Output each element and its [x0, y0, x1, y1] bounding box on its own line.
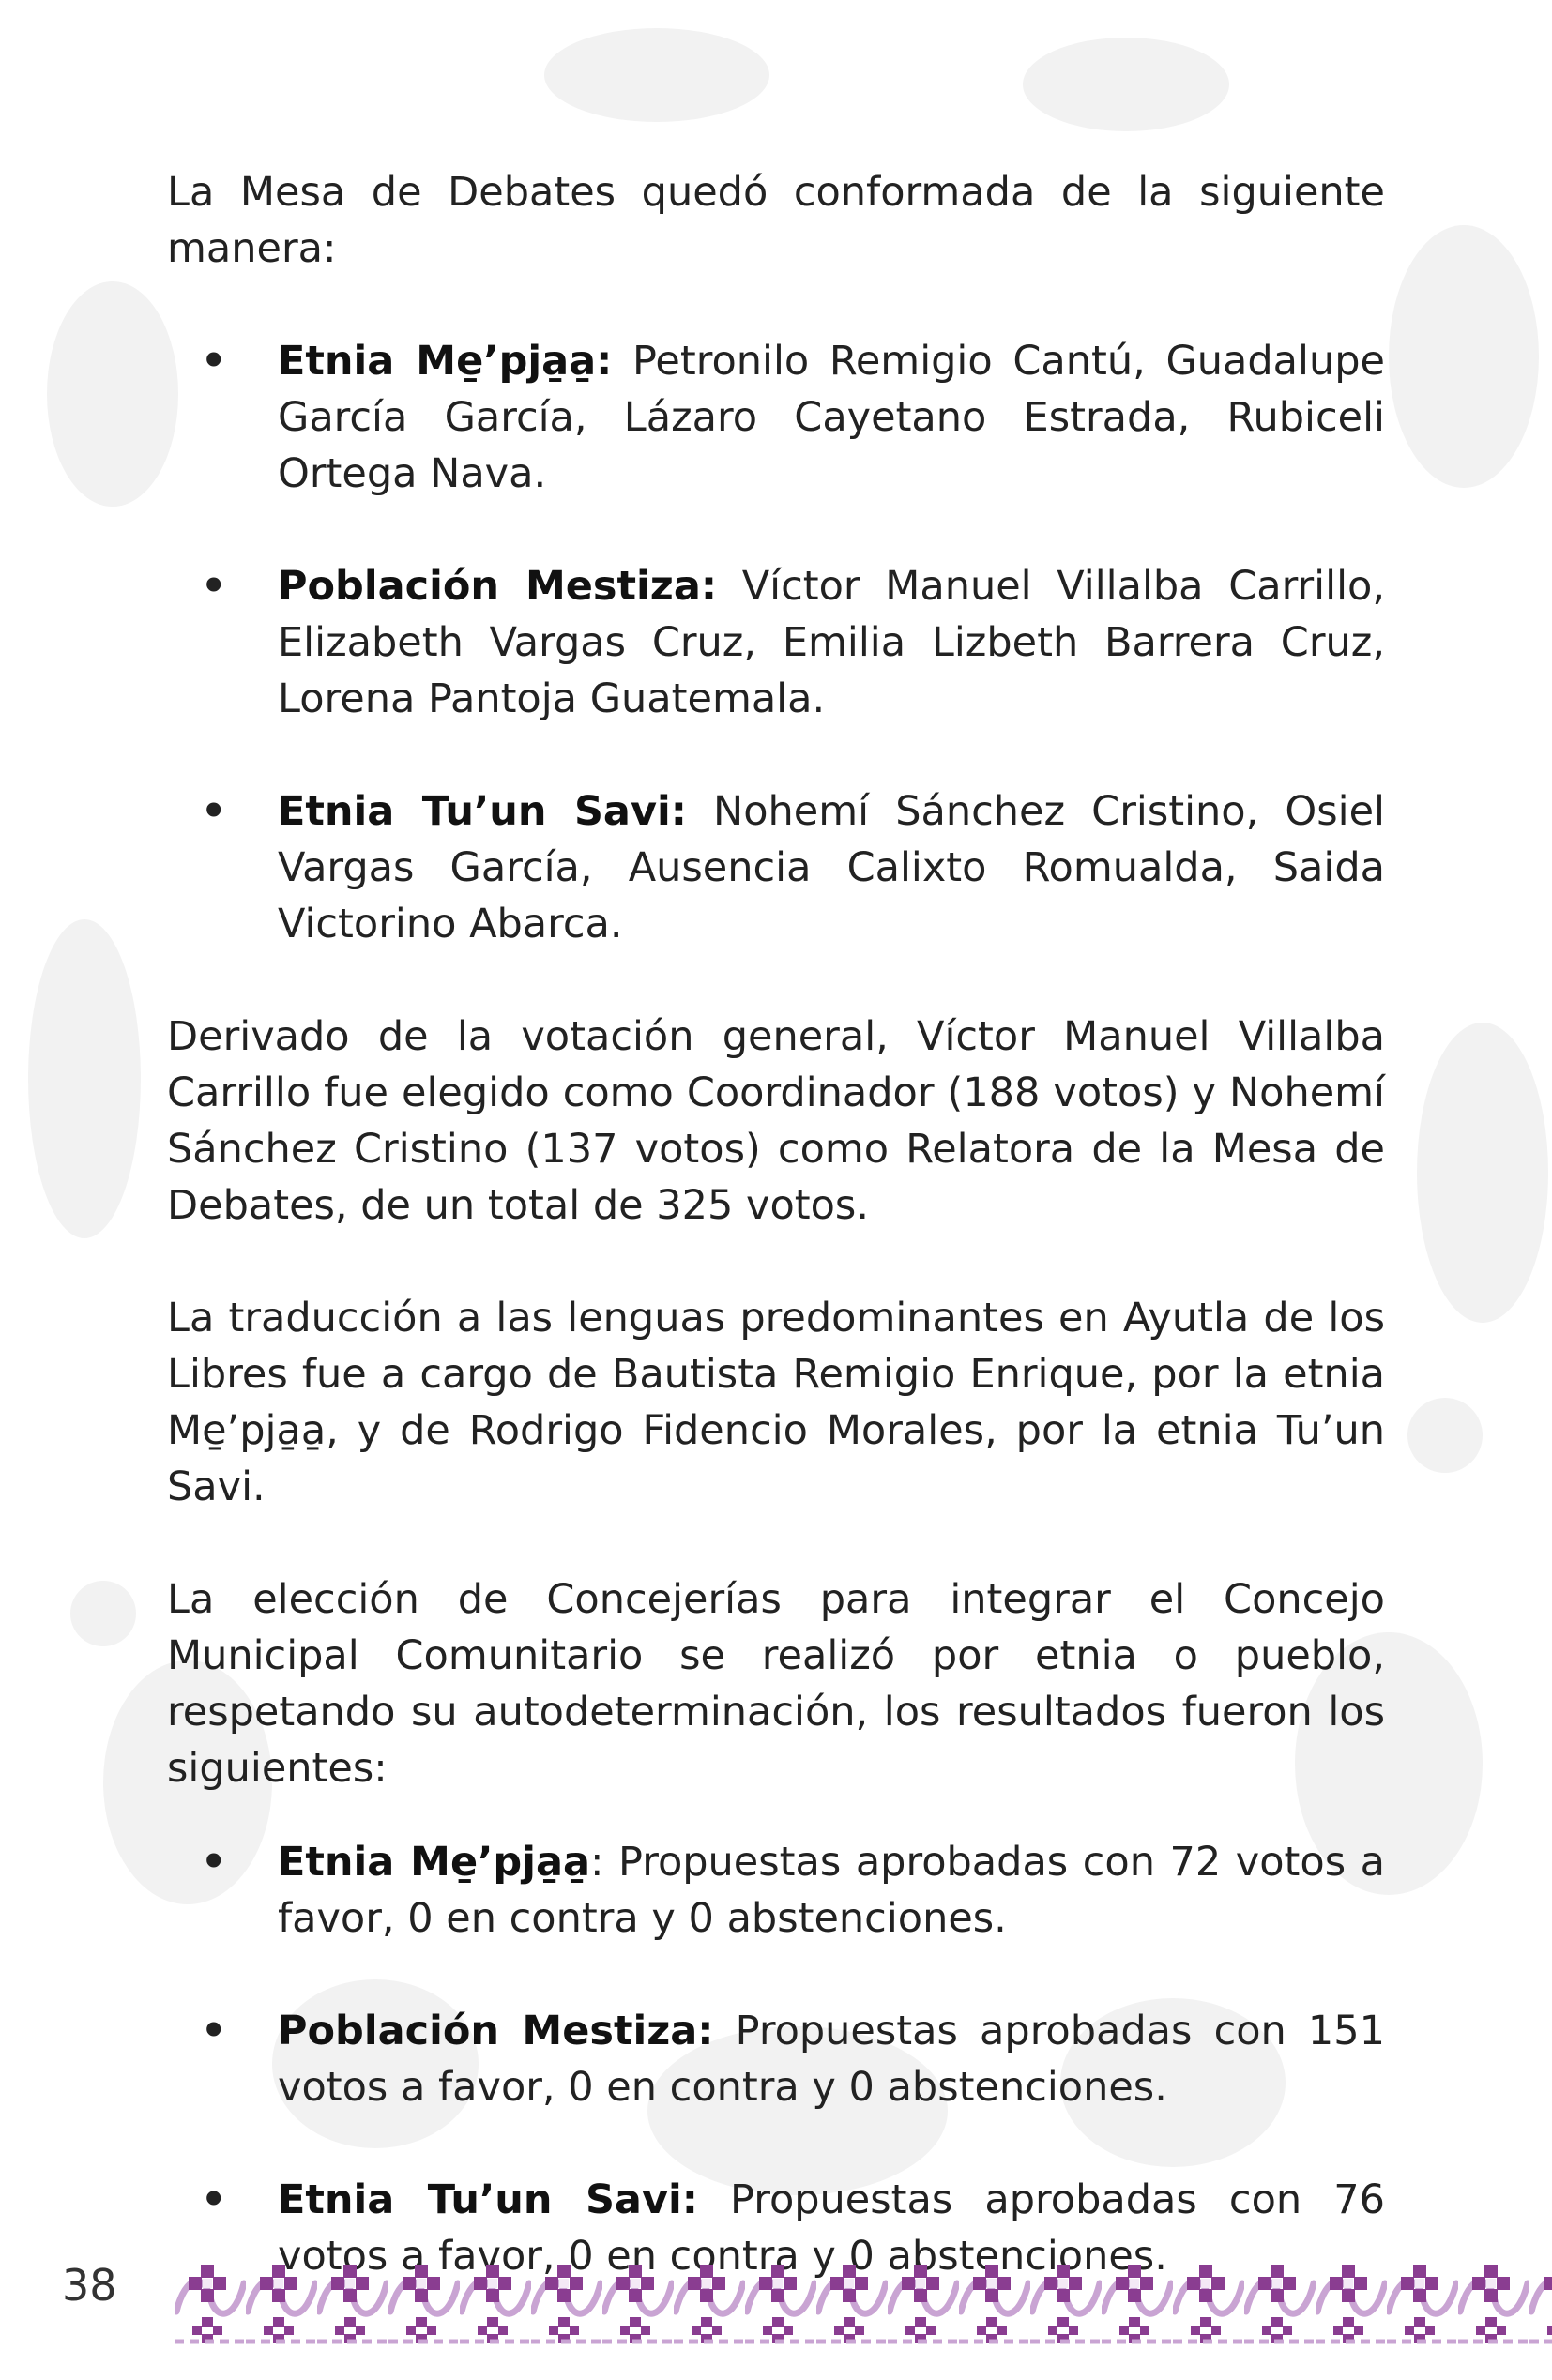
page-body — [167, 164, 1385, 2341]
result-text: Propuestas aprobadas con 151 votos a favor, 0 en contra y 0 abstenciones. — [278, 2008, 1385, 2111]
list-item — [167, 1834, 1385, 1947]
group-name: Etnia Tu’un Savi: — [278, 2176, 698, 2223]
list-item — [167, 783, 1385, 952]
group-name: Etnia Tu’un Savi: — [278, 788, 687, 835]
list-item — [167, 558, 1385, 727]
list-item — [167, 333, 1385, 502]
intro-paragraph: La Mesa de Debates quedó conformada de la siguiente manera: — [167, 169, 1385, 272]
results-list — [167, 1834, 1385, 2284]
eleccion-paragraph: La elección de Concejerías para integrar el Concejo Municipal Comunitario se realizó por etnia o pueblo, respetando su autodeterminación, los resultados fueron los siguientes: — [167, 1576, 1385, 1792]
bullet-icon: • — [201, 788, 227, 835]
traduccion-paragraph: La traducción a las lenguas predominantes en Ayutla de los Libres fue a cargo de Bautista Remigio Enrique, por la etnia Me̱’pja̱a̱, y de Rodrigo Fidencio Morales, por la etnia Tu’un Savi. — [167, 1295, 1385, 1510]
bullet-icon: • — [201, 2008, 227, 2054]
group-name: Etnia Me̱’pja̱a̱ — [278, 1839, 590, 1886]
votacion-paragraph: Derivado de la votación general, Víctor Manuel Villalba Carrillo fue elegido como Coordinador (188 votos) y Nohemí Sánchez Cristino (137 votos) como Relatora de la Mesa de Debates, de un total de 325 votos. — [167, 1013, 1385, 1229]
mesa-members-list — [167, 333, 1385, 952]
group-name: Población Mestiza: — [278, 2008, 714, 2054]
members-text: Víctor Manuel Villalba Carrillo, Elizabeth Vargas Cruz, Emilia Lizbeth Barrera Cruz, Lorena Pantoja Guatemala. — [278, 563, 1386, 722]
bullet-icon: • — [201, 1839, 227, 1886]
bullet-icon: • — [201, 563, 227, 610]
members-text: Petronilo Remigio Cantú, Guadalupe García García, Lázaro Cayetano Estrada, Rubiceli Ortega Nava. — [278, 338, 1385, 497]
members-text: Nohemí Sánchez Cristino, Osiel Vargas García, Ausencia Calixto Romualda, Saida Victorino Abarca. — [278, 788, 1386, 947]
list-item — [167, 2003, 1385, 2115]
result-text: Propuestas aprobadas con 76 — [730, 2176, 1385, 2223]
embroidery-border — [175, 2255, 1552, 2349]
result-text: : Propuestas aprobadas con 72 votos a favor, 0 en contra y 0 abstenciones. — [278, 1839, 1385, 1942]
bullet-icon: • — [201, 338, 227, 385]
bullet-icon: • — [201, 2176, 227, 2223]
group-name: Etnia Me̱’pja̱a̱: — [278, 338, 613, 385]
group-name: Población Mestiza: — [278, 563, 718, 610]
page-number: 38 — [62, 2260, 117, 2311]
